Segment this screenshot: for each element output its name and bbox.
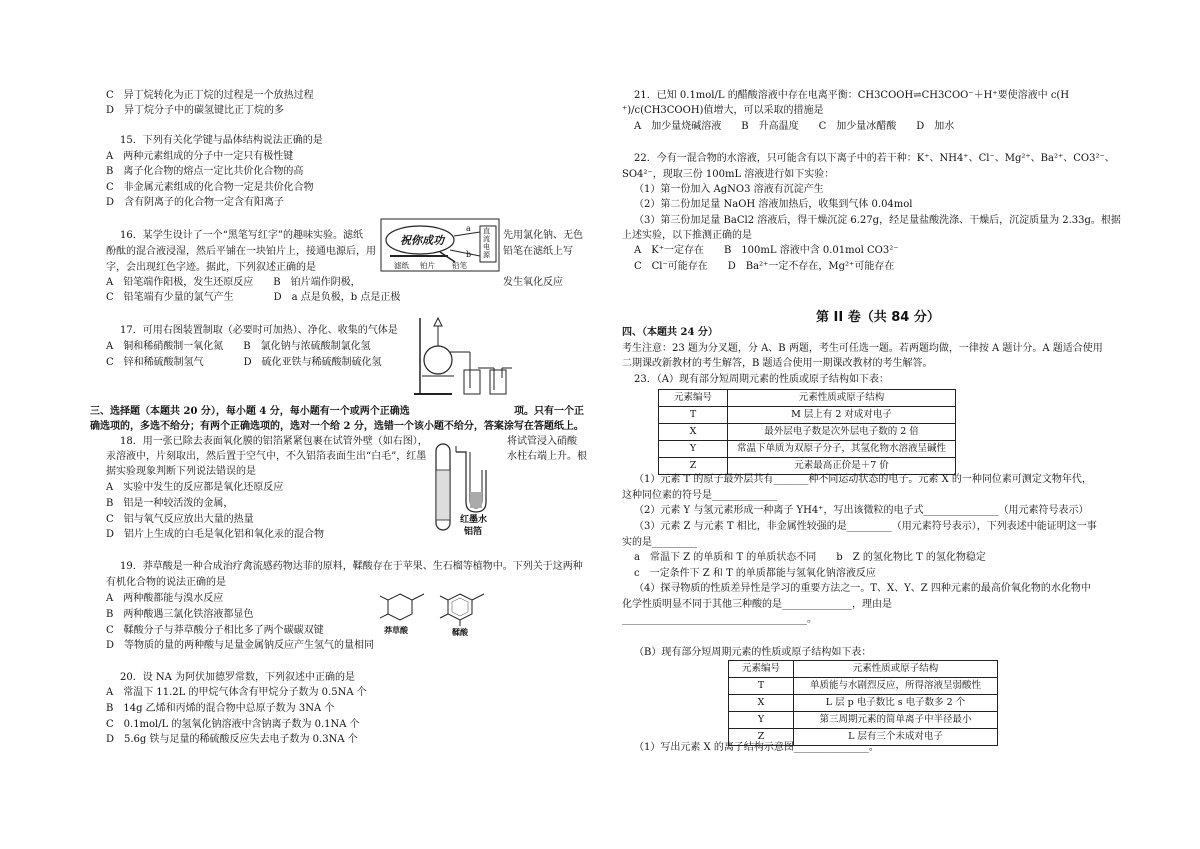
q18-option-a: A 实验中发生的反应都是氧化还原反应 <box>106 482 284 493</box>
red-ink-label: 红墨水 <box>460 515 488 525</box>
shikimic-acid-label: 莽草酸 <box>384 625 408 635</box>
q16-stem-1: 16．某学生设计了一个“黑笔写红字”的趣味实验。滤纸 <box>120 230 363 241</box>
molecule-structures-figure <box>372 586 492 636</box>
table-header-id: 元素编号 <box>659 390 728 407</box>
table-cell-id: Z <box>729 729 794 746</box>
table-row <box>729 695 998 712</box>
q16-option-ab: A 铅笔端作阳极，发生还原反应 B 铂片端作阴极， <box>106 277 361 288</box>
q23a-part1-line1: （1）元素 T 的原子最外层共有_______种不同运动状态的电子。元素 X 的一种同位素可测定文物年代， <box>634 474 1092 485</box>
q23a-part4-line1: （4）探寻物质的性质差异性是学习的重要方法之一。T、X、Y、Z 四种元素的最高价氧化物的水化物中 <box>634 583 1091 594</box>
q16-stem-2-right: 铅笔在滤纸上写 <box>503 246 573 257</box>
q22-step-3: （3）第三份加足量 BaCl2 溶液后，得干燥沉淀 6.27g，经足量盐酸洗涤、干燥后，沉淀质量为 2.33g。根据 <box>634 215 1121 226</box>
q21-options: A 加少量烧碱溶液 B 升高温度 C 加少量冰醋酸 D 加水 <box>634 121 955 132</box>
table-cell-id: T <box>659 407 728 424</box>
q20-option-d: D 5.6g 铁与足量的稀硫酸反应失去电子数为 0.3NA 个 <box>106 734 358 745</box>
q22-option-ab: A K⁺一定存在 B 100mL 溶液中含 0.01mol CO3²⁻ <box>634 245 899 256</box>
q16-stem-3: 字，会出现红色字迹。据此，下列叙述正确的是 <box>106 262 316 273</box>
table-row <box>659 424 956 441</box>
table-header-property: 元素性质或原子结构 <box>794 661 998 678</box>
q22-option-cd: C Cl⁻可能存在 D Ba²⁺一定不存在，Mg²⁺可能存在 <box>634 261 895 272</box>
q21-stem-1: 21．已知 0.1mol/L 的醋酸溶液中存在电离平衡：CH3COOH⇌CH3COO⁻＋H⁺要使溶液中 c(H <box>634 90 1070 101</box>
q18-option-c: C 铝与氧气反应放出大量的热量 <box>106 514 254 525</box>
q19-option-a: A 两种酸都能与溴水反应 <box>106 593 224 604</box>
section3-heading-2: 确选项的，多选不给分；有两个正确选项的，选对一个给 2 分，选错一个该小题不给分，答案涂写在答题纸上。 <box>90 421 584 432</box>
q15-stem: 15．下列有关化学键与晶体结构说法正确的是 <box>120 135 323 146</box>
q23a-part3-line1: （3）元素 Z 与元素 T 相比，非金属性较强的是_________（用元素符号表示），下列表述中能证明这一事 <box>634 521 1097 532</box>
q18-stem-1: 18．用一张已除去表面氧化膜的铝箔紧紧包裹在试管外壁（如右图）， <box>120 436 428 447</box>
q22-step-2: （2）第二份加足量 NaOH 溶液加热后，收集到气体 0.04mol <box>634 199 913 210</box>
figure-platinum-label: 铂片 <box>420 261 435 270</box>
q18-stem-3: 据实验现象判断下列说法错误的是 <box>106 466 256 477</box>
table-cell-property: M 层上有 2 对成对电子 <box>728 407 956 424</box>
table-row <box>659 407 956 424</box>
q22-stem-2: SO4²⁻，现取三份 100mL 溶液进行如下实验： <box>622 169 835 180</box>
figure-point-a: a <box>466 224 471 233</box>
apparatus-figure <box>412 312 516 398</box>
q23a-part3-option-ab: a 常温下 Z 的单质和 T 的单质状态不同 b Z 的氢化物比 T 的氢化物稳定 <box>634 552 986 563</box>
figure-writing-text: 祝你成功 <box>400 234 444 247</box>
q15-option-d: D 含有阴离子的化合物一定含有阳离子 <box>106 197 285 208</box>
q23a-part3-option-c: c 一定条件下 Z 和 T 的单质都能与氢氧化钠溶液反应 <box>634 568 876 579</box>
q16-stem-2: 酚酞的混合液浸湿，然后平铺在一块铂片上，接通电源后，用 <box>106 246 376 257</box>
q22-step-1: （1）第一份加入 AgNO3 溶液有沉淀产生 <box>634 184 824 195</box>
q19-option-c: C 鞣酸分子与莽草酸分子相比多了两个碳碳双键 <box>106 625 324 636</box>
part2-title: 第 II 卷（共 84 分） <box>816 310 940 325</box>
q18-option-b: B 铝是一种较活泼的金属， <box>106 498 234 509</box>
q23a-part3-line2: 实的是_________ <box>622 537 697 548</box>
table-cell-property: 第三周期元素的简单离子中半径最小 <box>794 712 998 729</box>
table-cell-property: L 层有三个未成对电子 <box>794 729 998 746</box>
table-row <box>659 441 956 458</box>
table-cell-property: L 层 p 电子数比 s 电子数多 2 个 <box>794 695 998 712</box>
q20-stem: 20．设 NA 为阿伏加德罗常数，下列叙述中正确的是 <box>120 672 356 683</box>
q23a-part2: （2）元素 Y 与氢元素形成一种离子 YH4⁺，写出该微粒的电子式_______________（用元素符号表示） <box>634 505 1089 516</box>
table-cell-property: 单质能与水剧烈反应，所得溶液呈弱酸性 <box>794 678 998 695</box>
aluminum-foil-figure <box>430 440 510 540</box>
q15-option-c: C 非金属元素组成的化合物一定是共价化合物 <box>106 182 314 193</box>
examinee-note-1: 考生注意：23 题为分叉题，分 A、B 两题，考生可任选一题。若两题均做，一律按 A 题计分。A 题适合使用 <box>622 343 1103 354</box>
table-cell-id: Y <box>729 712 794 729</box>
q18-stem-2-right: 水柱右端上升。根 <box>507 451 587 462</box>
element-table-b <box>728 660 998 746</box>
q19-stem-1: 19．莽草酸是一种合成治疗禽流感药物达菲的原料，鞣酸存在于苹果、生石榴等植物中。下列关于这两种 <box>120 561 583 572</box>
table-row <box>659 458 956 475</box>
q16-option-b-right: 发生氧化反应 <box>503 277 563 288</box>
q17-option-cd: C 锌和稀硫酸制氢气 D 硫化亚铁与稀硫酸制硫化氢 <box>106 357 382 368</box>
q22-stem-3: 上述实验，以下推测正确的是 <box>622 230 752 241</box>
q23a-stem: 23．（A）现有部分短周期元素的性质或原子结构如下表： <box>634 374 889 385</box>
q19-option-d: D 等物质的量的两种酸与足量金属钠反应产生氢气的量相同 <box>106 640 375 651</box>
aluminum-foil-label: 铝箔 <box>464 527 483 537</box>
figure-filter-label: 滤纸 <box>394 261 409 270</box>
section4-heading: 四、（本题共 24 分） <box>622 327 718 338</box>
q14-option-d: D 异丁烷分子中的碳氢键比正丁烷的多 <box>106 105 285 116</box>
q23b-part1: （1）写出元素 X 的离子结构示意图_______________。 <box>634 742 879 753</box>
element-table-a <box>658 389 956 475</box>
q20-option-c: C 0.1mol/L 的氢氧化钠溶液中含钠离子数为 0.1NA 个 <box>106 719 360 730</box>
q15-option-b: B 离子化合物的熔点一定比共价化合物的高 <box>106 166 304 177</box>
table-row <box>729 678 998 695</box>
table-row <box>729 712 998 729</box>
q17-option-ab: A 铜和稀硝酸制一氧化氮 B 氯化钠与浓硫酸制氯化氢 <box>106 341 371 352</box>
figure-pencil-label: 铅笔 <box>452 261 467 270</box>
table-cell-id: X <box>729 695 794 712</box>
q17-stem: 17．可用右图装置制取（必要时可加热）、净化、收集的气体是 <box>120 325 398 336</box>
q23a-part1-line2: 这种同位素的符号是_____________ <box>622 490 777 501</box>
tannic-acid-label: 鞣酸 <box>452 627 468 637</box>
section3-heading: 三、选择题（本题共 20 分），每小题 4 分，每小题有一个或两个正确选 <box>90 406 410 417</box>
table-header-id: 元素编号 <box>729 661 794 678</box>
q20-option-a: A 常温下 11.2L 的甲烷气体含有甲烷分子数为 0.5NA 个 <box>106 687 367 698</box>
q22-stem-1: 22．今有一混合物的水溶液，只可能含有以下离子中的若干种：K⁺、NH4⁺、Cl⁻、Mg²⁺、Ba²⁺、CO3²⁻、 <box>634 153 1115 164</box>
q20-option-b: B 14g 乙烯和丙烯的混合物中总原子数为 3NA 个 <box>106 703 335 714</box>
q21-stem-2: ⁺)/c(CH3COOH)值增大，可以采取的措施是 <box>622 105 824 116</box>
q18-stem-2: 汞溶液中，片刻取出，然后置于空气中，不久铝箔表面生出“白毛”，红墨 <box>106 451 427 462</box>
table-cell-id: X <box>659 424 728 441</box>
table-cell-property: 元素最高正价是＋7 价 <box>728 458 956 475</box>
q23a-part4-line2: 化学性质明显不同于其他三种酸的是______________，理由是 <box>622 599 892 610</box>
q18-stem-1-right: 将试管浸入硝酸 <box>507 436 577 447</box>
table-cell-id: T <box>729 678 794 695</box>
table-header-property: 元素性质或原子结构 <box>728 390 956 407</box>
table-cell-id: Z <box>659 458 728 475</box>
q16-stem-1-right: 先用氯化钠、无色 <box>503 230 583 241</box>
figure-point-b: b <box>466 250 472 259</box>
q19-stem-2: 有机化合物的说法正确的是 <box>106 577 226 588</box>
q19-option-b: B 两种酸遇三氯化铁溶液都显色 <box>106 609 254 620</box>
examinee-note-2: 二期课改新教材的考生解答，B 题适合使用一期课改教材的考生解答。 <box>622 358 933 369</box>
q18-option-d: D 铝片上生成的白毛是氧化铝和氧化汞的混合物 <box>106 529 325 540</box>
section3-heading-right: 项。只有一个正 <box>514 406 584 417</box>
right-column <box>600 0 1200 849</box>
q14-option-c: C 异丁烷转化为正丁烷的过程是一个放热过程 <box>106 90 314 101</box>
q16-option-cd: C 铅笔端有少量的氯气产生 D a 点是负极，b 点是正极 <box>106 292 401 303</box>
figure-power-label: 直流电源 <box>483 227 490 259</box>
q15-option-a: A 两种元素组成的分子中一定只有极性键 <box>106 151 294 162</box>
table-cell-property: 常温下单质为双原子分子，其氢化物水溶液呈碱性 <box>728 441 956 458</box>
table-cell-id: Y <box>659 441 728 458</box>
table-cell-property: 最外层电子数是次外层电子数的 2 倍 <box>728 424 956 441</box>
q23a-part4-line3: _____________________________________。 <box>622 614 817 625</box>
q23b-stem: （B）现有部分短周期元素的性质或原子结构如下表： <box>634 647 872 658</box>
electrolysis-figure <box>380 218 500 272</box>
